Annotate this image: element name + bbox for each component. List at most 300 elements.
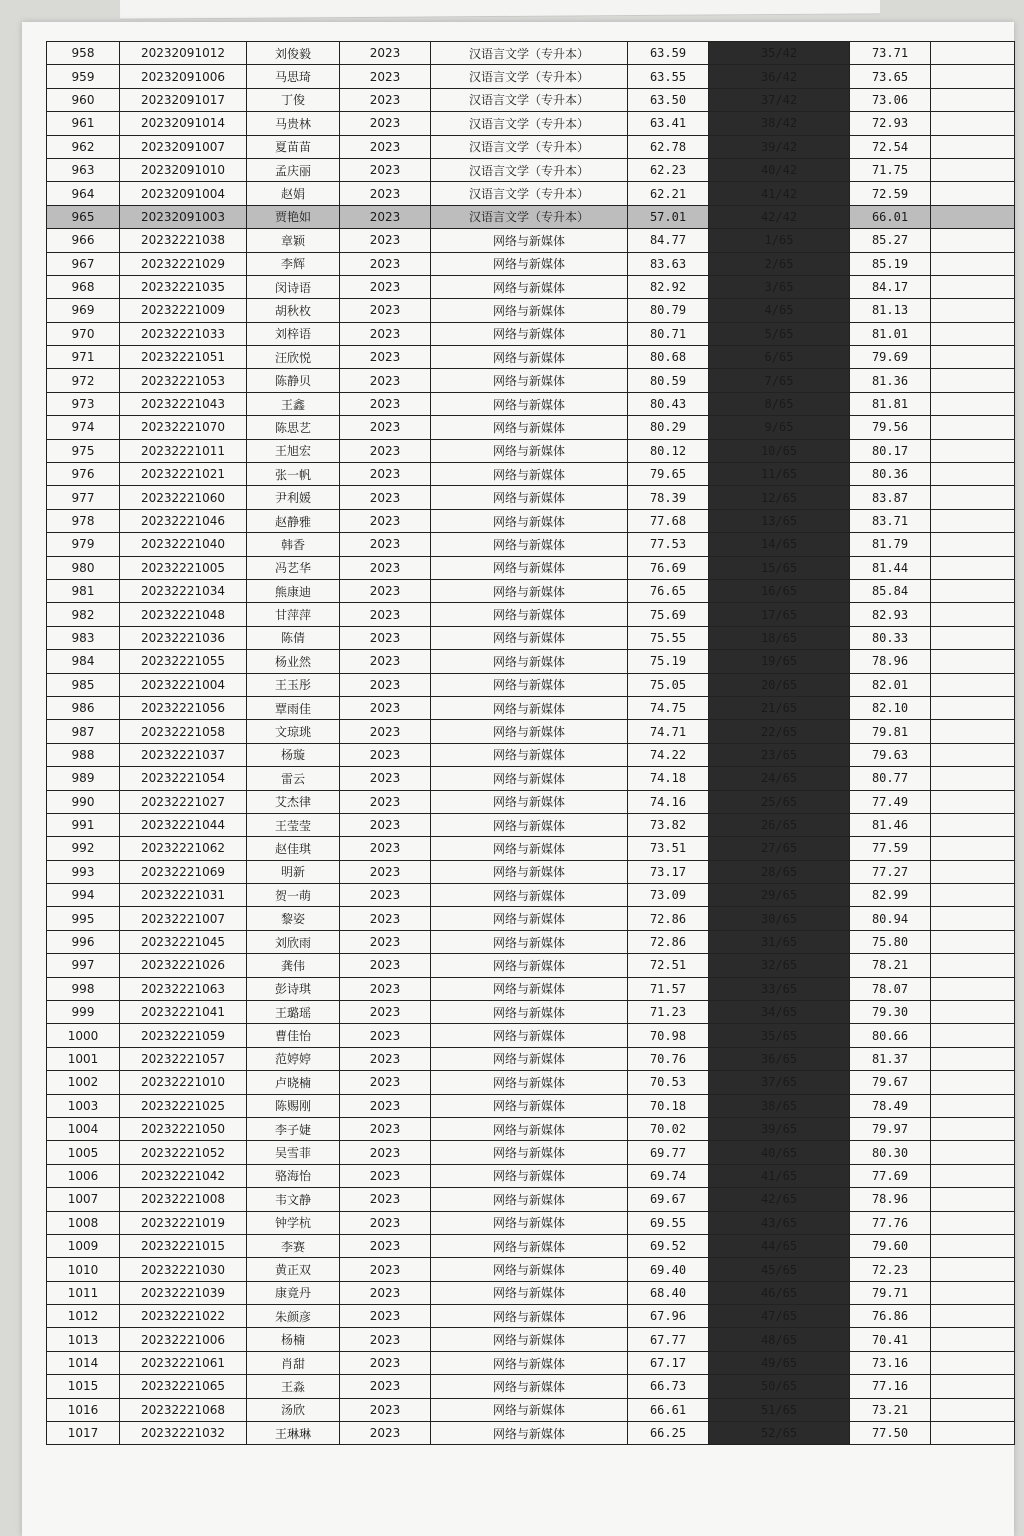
table-row	[47, 556, 1015, 579]
table-row	[47, 42, 1015, 65]
student-name-cell: 朱颜彦	[247, 1305, 340, 1328]
score-cell: 73.82	[628, 813, 709, 836]
row-number-cell: 965	[47, 205, 120, 228]
score-cell: 82.92	[628, 275, 709, 298]
remarks-cell	[931, 1305, 1015, 1328]
total-score-cell: 81.36	[850, 369, 931, 392]
major-cell: 网络与新媒体	[431, 463, 628, 486]
score-cell: 70.02	[628, 1117, 709, 1140]
table-row	[47, 135, 1015, 158]
row-number-cell: 1008	[47, 1211, 120, 1234]
remarks-cell	[931, 1234, 1015, 1257]
total-score-cell: 79.63	[850, 743, 931, 766]
enrollment-year-cell: 2023	[340, 1351, 431, 1374]
student-id-cell: 20232221025	[120, 1094, 247, 1117]
table-row	[47, 1258, 1015, 1281]
major-cell: 网络与新媒体	[431, 1305, 628, 1328]
remarks-cell	[931, 392, 1015, 415]
rank-redacted-cell: 27/65	[709, 837, 850, 860]
table-row	[47, 603, 1015, 626]
major-cell: 网络与新媒体	[431, 673, 628, 696]
table-row	[47, 252, 1015, 275]
student-name-cell: 马思琦	[247, 65, 340, 88]
total-score-cell: 77.69	[850, 1164, 931, 1187]
student-name-cell: 韦文静	[247, 1188, 340, 1211]
student-id-cell: 20232221037	[120, 743, 247, 766]
row-number-cell: 966	[47, 229, 120, 252]
rank-redacted-cell: 36/65	[709, 1047, 850, 1070]
score-cell: 63.50	[628, 88, 709, 111]
student-name-cell: 王琳琳	[247, 1422, 340, 1445]
major-cell: 汉语言文学（专升本）	[431, 65, 628, 88]
score-cell: 63.41	[628, 112, 709, 135]
total-score-cell: 85.19	[850, 252, 931, 275]
student-name-cell: 马贵林	[247, 112, 340, 135]
table-row	[47, 837, 1015, 860]
major-cell: 汉语言文学（专升本）	[431, 112, 628, 135]
total-score-cell: 70.41	[850, 1328, 931, 1351]
student-name-cell: 黄正双	[247, 1258, 340, 1281]
table-row	[47, 1047, 1015, 1070]
student-name-cell: 甘萍萍	[247, 603, 340, 626]
rank-redacted-cell: 39/65	[709, 1117, 850, 1140]
table-row	[47, 1001, 1015, 1024]
row-number-cell: 1001	[47, 1047, 120, 1070]
score-cell: 79.65	[628, 463, 709, 486]
table-row	[47, 1094, 1015, 1117]
student-name-cell: 龚伟	[247, 954, 340, 977]
major-cell: 网络与新媒体	[431, 1047, 628, 1070]
total-score-cell: 77.16	[850, 1375, 931, 1398]
rank-redacted-cell: 42/65	[709, 1188, 850, 1211]
major-cell: 网络与新媒体	[431, 369, 628, 392]
student-id-cell: 20232221026	[120, 954, 247, 977]
major-cell: 网络与新媒体	[431, 1398, 628, 1421]
row-number-cell: 982	[47, 603, 120, 626]
student-id-cell: 20232091012	[120, 42, 247, 65]
score-cell: 70.98	[628, 1024, 709, 1047]
student-id-cell: 20232221005	[120, 556, 247, 579]
student-name-cell: 陈思艺	[247, 416, 340, 439]
row-number-cell: 1017	[47, 1422, 120, 1445]
major-cell: 网络与新媒体	[431, 884, 628, 907]
major-cell: 网络与新媒体	[431, 416, 628, 439]
student-id-cell: 20232221010	[120, 1071, 247, 1094]
major-cell: 网络与新媒体	[431, 650, 628, 673]
rank-redacted-cell: 42/42	[709, 205, 850, 228]
enrollment-year-cell: 2023	[340, 696, 431, 719]
table-row	[47, 720, 1015, 743]
remarks-cell	[931, 463, 1015, 486]
remarks-cell	[931, 299, 1015, 322]
student-id-cell: 20232091017	[120, 88, 247, 111]
student-id-cell: 20232221035	[120, 275, 247, 298]
student-name-cell: 孟庆丽	[247, 158, 340, 181]
total-score-cell: 83.87	[850, 486, 931, 509]
table-row	[47, 112, 1015, 135]
row-number-cell: 963	[47, 158, 120, 181]
remarks-cell	[931, 88, 1015, 111]
row-number-cell: 977	[47, 486, 120, 509]
rank-redacted-cell: 44/65	[709, 1234, 850, 1257]
major-cell: 网络与新媒体	[431, 486, 628, 509]
student-id-cell: 20232221055	[120, 650, 247, 673]
student-name-cell: 骆海怡	[247, 1164, 340, 1187]
row-number-cell: 1010	[47, 1258, 120, 1281]
score-cell: 71.57	[628, 977, 709, 1000]
row-number-cell: 1006	[47, 1164, 120, 1187]
student-id-cell: 20232091010	[120, 158, 247, 181]
major-cell: 网络与新媒体	[431, 1281, 628, 1304]
enrollment-year-cell: 2023	[340, 977, 431, 1000]
rank-redacted-cell: 34/65	[709, 1001, 850, 1024]
score-cell: 63.59	[628, 42, 709, 65]
student-id-cell: 20232221054	[120, 767, 247, 790]
major-cell: 网络与新媒体	[431, 1351, 628, 1374]
student-id-cell: 20232221063	[120, 977, 247, 1000]
score-cell: 69.40	[628, 1258, 709, 1281]
remarks-cell	[931, 229, 1015, 252]
remarks-cell	[931, 1047, 1015, 1070]
major-cell: 网络与新媒体	[431, 322, 628, 345]
enrollment-year-cell: 2023	[340, 790, 431, 813]
score-cell: 74.75	[628, 696, 709, 719]
score-cell: 66.25	[628, 1422, 709, 1445]
rank-redacted-cell: 51/65	[709, 1398, 850, 1421]
row-number-cell: 976	[47, 463, 120, 486]
remarks-cell	[931, 837, 1015, 860]
total-score-cell: 78.96	[850, 650, 931, 673]
table-row	[47, 1281, 1015, 1304]
rank-redacted-cell: 48/65	[709, 1328, 850, 1351]
total-score-cell: 72.59	[850, 182, 931, 205]
remarks-cell	[931, 112, 1015, 135]
student-id-cell: 20232221062	[120, 837, 247, 860]
score-cell: 69.67	[628, 1188, 709, 1211]
rank-redacted-cell: 3/65	[709, 275, 850, 298]
total-score-cell: 80.30	[850, 1141, 931, 1164]
student-id-cell: 20232221041	[120, 1001, 247, 1024]
student-id-cell: 20232221030	[120, 1258, 247, 1281]
total-score-cell: 81.81	[850, 392, 931, 415]
enrollment-year-cell: 2023	[340, 767, 431, 790]
total-score-cell: 84.17	[850, 275, 931, 298]
table-row	[47, 1234, 1015, 1257]
student-id-cell: 20232221019	[120, 1211, 247, 1234]
rank-redacted-cell: 45/65	[709, 1258, 850, 1281]
enrollment-year-cell: 2023	[340, 1328, 431, 1351]
row-number-cell: 959	[47, 65, 120, 88]
major-cell: 网络与新媒体	[431, 275, 628, 298]
student-name-cell: 文琼珧	[247, 720, 340, 743]
major-cell: 网络与新媒体	[431, 696, 628, 719]
row-number-cell: 1002	[47, 1071, 120, 1094]
rank-redacted-cell: 46/65	[709, 1281, 850, 1304]
major-cell: 网络与新媒体	[431, 767, 628, 790]
table-row	[47, 229, 1015, 252]
remarks-cell	[931, 42, 1015, 65]
total-score-cell: 76.86	[850, 1305, 931, 1328]
remarks-cell	[931, 1024, 1015, 1047]
remarks-cell	[931, 509, 1015, 532]
student-name-cell: 贾艳如	[247, 205, 340, 228]
total-score-cell: 79.81	[850, 720, 931, 743]
total-score-cell: 77.27	[850, 860, 931, 883]
student-name-cell: 陈赐刚	[247, 1094, 340, 1117]
score-cell: 62.23	[628, 158, 709, 181]
total-score-cell: 80.17	[850, 439, 931, 462]
student-name-cell: 韩香	[247, 533, 340, 556]
score-cell: 63.55	[628, 65, 709, 88]
remarks-cell	[931, 486, 1015, 509]
enrollment-year-cell: 2023	[340, 1375, 431, 1398]
student-id-cell: 20232221065	[120, 1375, 247, 1398]
row-number-cell: 991	[47, 813, 120, 836]
enrollment-year-cell: 2023	[340, 322, 431, 345]
major-cell: 汉语言文学（专升本）	[431, 135, 628, 158]
rank-redacted-cell: 19/65	[709, 650, 850, 673]
major-cell: 汉语言文学（专升本）	[431, 158, 628, 181]
student-name-cell: 黎姿	[247, 907, 340, 930]
enrollment-year-cell: 2023	[340, 1164, 431, 1187]
total-score-cell: 79.60	[850, 1234, 931, 1257]
rank-redacted-cell: 29/65	[709, 884, 850, 907]
remarks-cell	[931, 135, 1015, 158]
major-cell: 网络与新媒体	[431, 743, 628, 766]
major-cell: 网络与新媒体	[431, 439, 628, 462]
student-id-cell: 20232221046	[120, 509, 247, 532]
table-row	[47, 1024, 1015, 1047]
rank-redacted-cell: 16/65	[709, 579, 850, 602]
remarks-cell	[931, 1117, 1015, 1140]
total-score-cell: 80.66	[850, 1024, 931, 1047]
rank-redacted-cell: 10/65	[709, 439, 850, 462]
student-name-cell: 熊康迪	[247, 579, 340, 602]
total-score-cell: 85.27	[850, 229, 931, 252]
row-number-cell: 970	[47, 322, 120, 345]
remarks-cell	[931, 954, 1015, 977]
rank-redacted-cell: 41/42	[709, 182, 850, 205]
enrollment-year-cell: 2023	[340, 1117, 431, 1140]
enrollment-year-cell: 2023	[340, 205, 431, 228]
score-cell: 62.78	[628, 135, 709, 158]
enrollment-year-cell: 2023	[340, 439, 431, 462]
table-row	[47, 954, 1015, 977]
rank-redacted-cell: 38/42	[709, 112, 850, 135]
table-row	[47, 205, 1015, 228]
total-score-cell: 81.13	[850, 299, 931, 322]
score-cell: 72.86	[628, 907, 709, 930]
student-id-cell: 20232221043	[120, 392, 247, 415]
total-score-cell: 79.71	[850, 1281, 931, 1304]
score-cell: 77.53	[628, 533, 709, 556]
student-name-cell: 王鑫	[247, 392, 340, 415]
student-id-cell: 20232221004	[120, 673, 247, 696]
score-cell: 73.09	[628, 884, 709, 907]
student-name-cell: 刘梓语	[247, 322, 340, 345]
rank-redacted-cell: 14/65	[709, 533, 850, 556]
total-score-cell: 85.84	[850, 579, 931, 602]
row-number-cell: 994	[47, 884, 120, 907]
rank-redacted-cell: 47/65	[709, 1305, 850, 1328]
row-number-cell: 1014	[47, 1351, 120, 1374]
table-row	[47, 1211, 1015, 1234]
student-id-cell: 20232091007	[120, 135, 247, 158]
row-number-cell: 973	[47, 392, 120, 415]
rank-redacted-cell: 8/65	[709, 392, 850, 415]
total-score-cell: 82.93	[850, 603, 931, 626]
score-cell: 83.63	[628, 252, 709, 275]
student-id-cell: 20232221031	[120, 884, 247, 907]
enrollment-year-cell: 2023	[340, 65, 431, 88]
major-cell: 网络与新媒体	[431, 907, 628, 930]
student-name-cell: 刘欣雨	[247, 930, 340, 953]
student-name-cell: 赵娟	[247, 182, 340, 205]
enrollment-year-cell: 2023	[340, 1305, 431, 1328]
score-cell: 57.01	[628, 205, 709, 228]
row-number-cell: 971	[47, 346, 120, 369]
major-cell: 网络与新媒体	[431, 392, 628, 415]
total-score-cell: 78.07	[850, 977, 931, 1000]
enrollment-year-cell: 2023	[340, 533, 431, 556]
total-score-cell: 73.21	[850, 1398, 931, 1421]
student-name-cell: 杨璇	[247, 743, 340, 766]
student-name-cell: 李赛	[247, 1234, 340, 1257]
major-cell: 汉语言文学（专升本）	[431, 88, 628, 111]
row-number-cell: 969	[47, 299, 120, 322]
remarks-cell	[931, 182, 1015, 205]
student-name-cell: 刘俊毅	[247, 42, 340, 65]
score-table-body	[47, 42, 1015, 1445]
student-name-cell: 赵静雅	[247, 509, 340, 532]
major-cell: 网络与新媒体	[431, 1141, 628, 1164]
major-cell: 网络与新媒体	[431, 1164, 628, 1187]
table-row	[47, 182, 1015, 205]
row-number-cell: 993	[47, 860, 120, 883]
student-name-cell: 冯艺华	[247, 556, 340, 579]
enrollment-year-cell: 2023	[340, 42, 431, 65]
enrollment-year-cell: 2023	[340, 1234, 431, 1257]
table-row	[47, 650, 1015, 673]
enrollment-year-cell: 2023	[340, 650, 431, 673]
remarks-cell	[931, 1351, 1015, 1374]
rank-redacted-cell: 5/65	[709, 322, 850, 345]
major-cell: 网络与新媒体	[431, 533, 628, 556]
student-name-cell: 汤欣	[247, 1398, 340, 1421]
rank-redacted-cell: 7/65	[709, 369, 850, 392]
student-id-cell: 20232221058	[120, 720, 247, 743]
enrollment-year-cell: 2023	[340, 884, 431, 907]
row-number-cell: 995	[47, 907, 120, 930]
student-id-cell: 20232091003	[120, 205, 247, 228]
score-cell: 76.69	[628, 556, 709, 579]
student-id-cell: 20232221050	[120, 1117, 247, 1140]
student-id-cell: 20232221007	[120, 907, 247, 930]
major-cell: 网络与新媒体	[431, 252, 628, 275]
remarks-cell	[931, 603, 1015, 626]
student-id-cell: 20232221032	[120, 1422, 247, 1445]
major-cell: 网络与新媒体	[431, 1188, 628, 1211]
rank-redacted-cell: 6/65	[709, 346, 850, 369]
remarks-cell	[931, 1188, 1015, 1211]
score-cell: 66.61	[628, 1398, 709, 1421]
table-row	[47, 392, 1015, 415]
student-name-cell: 汪欣悦	[247, 346, 340, 369]
major-cell: 网络与新媒体	[431, 579, 628, 602]
enrollment-year-cell: 2023	[340, 579, 431, 602]
table-row	[47, 1398, 1015, 1421]
row-number-cell: 958	[47, 42, 120, 65]
total-score-cell: 81.44	[850, 556, 931, 579]
total-score-cell: 80.33	[850, 626, 931, 649]
enrollment-year-cell: 2023	[340, 392, 431, 415]
major-cell: 网络与新媒体	[431, 1024, 628, 1047]
row-number-cell: 988	[47, 743, 120, 766]
rank-redacted-cell: 40/42	[709, 158, 850, 181]
total-score-cell: 71.75	[850, 158, 931, 181]
table-row	[47, 88, 1015, 111]
score-cell: 76.65	[628, 579, 709, 602]
student-id-cell: 20232221039	[120, 1281, 247, 1304]
enrollment-year-cell: 2023	[340, 1422, 431, 1445]
major-cell: 网络与新媒体	[431, 1094, 628, 1117]
student-id-cell: 20232221051	[120, 346, 247, 369]
remarks-cell	[931, 322, 1015, 345]
major-cell: 网络与新媒体	[431, 1117, 628, 1140]
total-score-cell: 79.30	[850, 1001, 931, 1024]
major-cell: 网络与新媒体	[431, 1001, 628, 1024]
total-score-cell: 73.65	[850, 65, 931, 88]
enrollment-year-cell: 2023	[340, 252, 431, 275]
rank-redacted-cell: 17/65	[709, 603, 850, 626]
table-row	[47, 1071, 1015, 1094]
table-row	[47, 158, 1015, 181]
student-id-cell: 20232221038	[120, 229, 247, 252]
remarks-cell	[931, 884, 1015, 907]
student-name-cell: 丁俊	[247, 88, 340, 111]
total-score-cell: 77.49	[850, 790, 931, 813]
enrollment-year-cell: 2023	[340, 556, 431, 579]
row-number-cell: 1012	[47, 1305, 120, 1328]
student-name-cell: 赵佳琪	[247, 837, 340, 860]
back-sheet-edge	[120, 0, 880, 20]
rank-redacted-cell: 13/65	[709, 509, 850, 532]
row-number-cell: 972	[47, 369, 120, 392]
table-row	[47, 813, 1015, 836]
total-score-cell: 78.21	[850, 954, 931, 977]
rank-redacted-cell: 1/65	[709, 229, 850, 252]
row-number-cell: 990	[47, 790, 120, 813]
student-name-cell: 卢晓楠	[247, 1071, 340, 1094]
enrollment-year-cell: 2023	[340, 930, 431, 953]
enrollment-year-cell: 2023	[340, 1094, 431, 1117]
remarks-cell	[931, 439, 1015, 462]
row-number-cell: 1015	[47, 1375, 120, 1398]
table-row	[47, 463, 1015, 486]
row-number-cell: 968	[47, 275, 120, 298]
student-name-cell: 陈倩	[247, 626, 340, 649]
student-id-cell: 20232091014	[120, 112, 247, 135]
remarks-cell	[931, 1398, 1015, 1421]
major-cell: 汉语言文学（专升本）	[431, 182, 628, 205]
student-name-cell: 曹佳怡	[247, 1024, 340, 1047]
major-cell: 网络与新媒体	[431, 837, 628, 860]
row-number-cell: 1016	[47, 1398, 120, 1421]
enrollment-year-cell: 2023	[340, 907, 431, 930]
remarks-cell	[931, 1164, 1015, 1187]
enrollment-year-cell: 2023	[340, 275, 431, 298]
remarks-cell	[931, 1422, 1015, 1445]
